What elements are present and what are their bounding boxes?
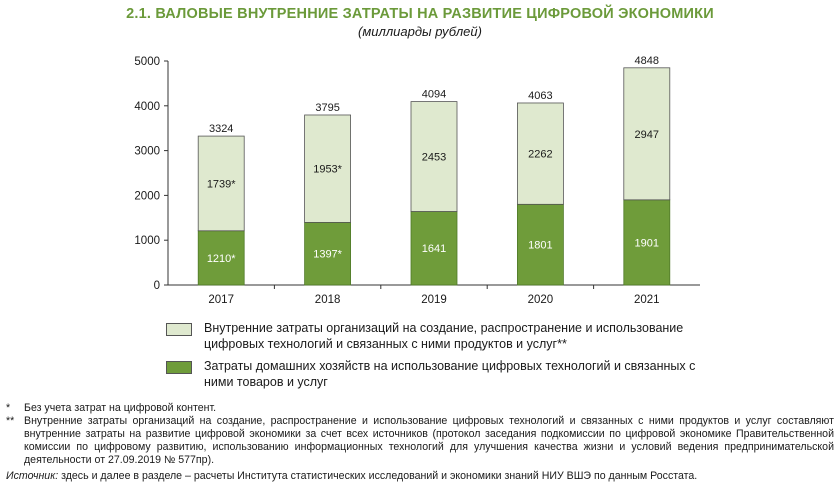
legend-swatch-organizations	[166, 323, 192, 336]
source-text: здесь и далее в разделе – расчеты Института статистических исследований и экономики знаний НИУ ВШЭ по данным Росстата.	[61, 470, 698, 482]
data-label-households: 1397*	[313, 248, 342, 261]
chart-title: 2.1. ВАЛОВЫЕ ВНУТРЕННИЕ ЗАТРАТЫ НА РАЗВИТИЕ ЦИФРОВОЙ ЭКОНОМИКИ	[126, 6, 714, 22]
legend-item-organizations	[166, 320, 726, 352]
y-tick-label: 1000	[134, 235, 160, 248]
chart-legend	[166, 320, 726, 396]
footnotes	[6, 402, 834, 483]
legend-label-households: Затраты домашних хозяйств на использование цифровых технологий и связанных с ними товаров и услуг	[204, 359, 696, 389]
footnote-1	[6, 402, 834, 415]
legend-label-organizations: Внутренние затраты организаций на создание, распространение и использование цифровых технологий и связанных с ними продуктов и услуг**	[204, 321, 684, 351]
x-tick-label: 2020	[527, 294, 554, 306]
chart-subtitle: (миллиарды рублей)	[358, 24, 482, 39]
data-label-total: 3324	[208, 123, 234, 136]
legend-swatch-households	[166, 361, 192, 374]
data-label-households: 1901	[634, 237, 660, 250]
data-label-total: 4063	[528, 89, 553, 102]
data-label-households: 1641	[421, 243, 447, 256]
data-label-total: 4848	[634, 54, 660, 67]
data-label-organizations: 2262	[528, 148, 553, 161]
x-tick-label: 2019	[421, 294, 447, 306]
data-label-total: 4094	[421, 88, 447, 101]
footnote-1-text: Без учета затрат на цифровой контент.	[24, 402, 217, 414]
y-tick-label: 3000	[134, 145, 160, 158]
footnote-1-mark: *	[6, 402, 11, 414]
y-tick-label: 5000	[134, 56, 160, 68]
y-tick-label: 0	[153, 280, 160, 292]
source-label: Источник:	[6, 470, 59, 482]
data-label-organizations: 1953*	[313, 163, 342, 176]
data-label-total: 3795	[315, 101, 340, 114]
footnote-2	[6, 415, 834, 467]
footnote-2-mark: **	[6, 415, 15, 427]
y-tick-label: 2000	[134, 190, 160, 203]
x-tick-label: 2021	[634, 294, 660, 306]
data-label-households: 1210*	[206, 252, 236, 265]
x-tick-label: 2018	[314, 294, 341, 306]
y-tick-label: 4000	[134, 100, 160, 113]
data-label-households: 1801	[528, 239, 553, 252]
legend-item-households	[166, 358, 726, 390]
source-note	[6, 470, 834, 483]
footnote-2-text: Внутренние затраты организаций на создание, распространение и использование цифровых технологий и связанных с ними продуктов и услуг составляют внутренние затраты на развитие цифровой экономики за счет всех источников (протокол заседания подкомиссии по цифровой экономике Правительственной комиссии по цифровому развитию, использованию информационных технологий для улучшения качества жизни и условий ведения предпринимательской деятельности от 27.09.2019 № 577пр).	[24, 415, 834, 466]
data-label-organizations: 1739*	[206, 178, 236, 191]
data-label-organizations: 2947	[634, 128, 660, 141]
x-tick-label: 2017	[208, 294, 234, 306]
data-label-organizations: 2453	[421, 151, 447, 164]
